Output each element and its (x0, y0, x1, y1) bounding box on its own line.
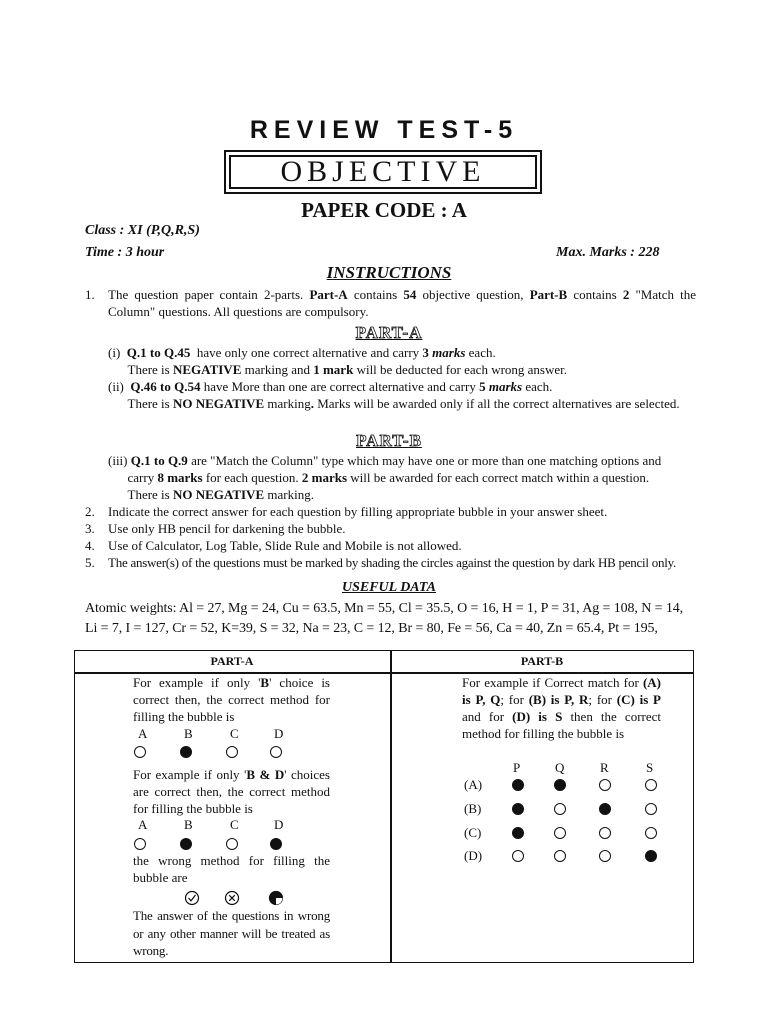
matrix-bubble (599, 803, 611, 815)
choice-label: B (184, 726, 193, 741)
matrix-bubble (645, 779, 657, 791)
bubble (270, 838, 282, 850)
part-a-heading: PART-A (355, 323, 423, 342)
matrix-bubble (554, 827, 566, 839)
cross-mark-icon (226, 892, 239, 905)
part-b-heading: PART-B (356, 431, 422, 450)
atomic-weights-line-2: Li = 7, I = 127, Cr = 52, K=39, S = 32, Na = 23, C = 12, Br = 80, Fe = 56, Ca = 40, Zn = 65.4, Pt = 195, (85, 621, 658, 636)
matrix-bubble (599, 850, 611, 862)
choice-label: D (274, 726, 284, 741)
instruction-3: Use only HB pencil for darkening the bubble. (108, 521, 346, 536)
instruction-1: The question paper contain 2-parts. Part-A contains 54 objective question, Part-B contains 2 "Match the Column" questions. All questions are compulsory. (108, 287, 697, 319)
time-info: Time : 3 hour (85, 245, 165, 260)
item-number-2: 2. (85, 504, 95, 519)
matrix-bubble (512, 779, 524, 791)
bubble (226, 746, 238, 758)
matrix-column-label: R (600, 760, 609, 775)
matrix-column-label: Q (555, 760, 565, 775)
bubble (226, 838, 238, 850)
part-a-example-2-text: For example if only 'B & D' choices are correct then, the correct method for filling the bubble is (133, 767, 330, 816)
bubble (180, 746, 192, 758)
part-a-rule-i: (i) Q.1 to Q.45 have only one correct alternative and carry 3 marks each. There is NEGATIVE marking and 1 mark will be deducted for each wrong answer. (108, 345, 568, 377)
matrix-bubble (554, 803, 566, 815)
bubble (134, 746, 146, 758)
wrong-answer-note: The answer of the questions in wrong or any other manner will be treated as wrong. (133, 908, 330, 958)
bubble (180, 838, 192, 850)
part-a-column-header: PART-A (210, 654, 254, 668)
part-a-example-1-text: For example if only 'B' choice is correct then, the correct method for filling the bubble is (133, 675, 330, 724)
useful-data-heading: USEFUL DATA (341, 580, 436, 595)
instruction-4: Use of Calculator, Log Table, Slide Rule and Mobile is not allowed. (108, 538, 462, 553)
instruction-2: Indicate the correct answer for each question by filling appropriate bubble in your answer sheet. (108, 504, 608, 519)
item-number-1: 1. (85, 287, 95, 302)
choice-label: A (138, 817, 148, 832)
matrix-bubble (512, 850, 524, 862)
matrix-row-label: (B) (464, 801, 482, 816)
matrix-bubble (512, 803, 524, 815)
bubble (270, 746, 282, 758)
choice-label: C (230, 726, 239, 741)
matrix-row-label: (D) (464, 848, 483, 863)
part-a-rule-ii-note: There is NO NEGATIVE marking. Marks will be awarded only if all the correct alternatives are selected. (108, 396, 680, 411)
part-b-rule-iii: (iii) Q.1 to Q.9 are "Match the Column" type which may have one or more than one matching options and carry 8 marks for each question. 2 marks will be awarded for each correct match within a question. There is NO NEGATIVE marking. (108, 453, 662, 502)
table-column-divider (390, 650, 392, 963)
part-b-example-text: For example if Correct match for (A) is P, Q; for (B) is P, R; for (C) is P and for (D) is S then the correct method for filling the bubble is (462, 675, 661, 741)
paper-code: PAPER CODE : A (301, 198, 467, 222)
matrix-bubble (554, 779, 566, 791)
matrix-row-label: (A) (464, 777, 483, 792)
matrix-column-label: S (646, 760, 654, 775)
matrix-bubble (599, 827, 611, 839)
item-number-3: 3. (85, 521, 95, 536)
choice-label: C (230, 817, 239, 832)
matrix-bubble (645, 850, 657, 862)
partial-fill-icon (270, 892, 283, 905)
matrix-row-label: (C) (464, 825, 482, 840)
matrix-bubble (645, 803, 657, 815)
matrix-bubble (645, 827, 657, 839)
max-marks: Max. Marks : 228 (556, 245, 660, 260)
wrong-method-marks (180, 889, 290, 907)
matrix-bubble (512, 827, 524, 839)
instruction-5: The answer(s) of the questions must be marked by shading the circles against the question by dark HB pencil only. (108, 555, 677, 570)
matrix-column-label: P (513, 760, 521, 775)
class-info: Class : XI (P,Q,R,S) (85, 223, 200, 238)
bubble (134, 838, 146, 850)
part-b-column-header: PART-B (520, 654, 564, 668)
test-title: REVIEW TEST-5 (249, 116, 519, 144)
objective-label: OBJECTIVE (229, 155, 537, 189)
choice-label: D (274, 817, 284, 832)
objective-box (224, 150, 542, 194)
item-number-4: 4. (85, 538, 95, 553)
check-mark-icon (186, 892, 199, 905)
part-a-rule-ii: (ii) Q.46 to Q.54 have More than one are correct alternative and carry 5 marks each. (108, 379, 553, 394)
atomic-weights-line-1: Atomic weights: Al = 27, Mg = 24, Cu = 63.5, Mn = 55, Cl = 35.5, O = 16, H = 1, P = 31, Ag = 108, N = 14, (85, 601, 684, 616)
choice-label: A (138, 726, 148, 741)
choice-label: B (184, 817, 193, 832)
matrix-bubble (599, 779, 611, 791)
matrix-bubble (554, 850, 566, 862)
instructions-heading: INSTRUCTIONS (326, 263, 452, 282)
wrong-method-text: the wrong method for filling the bubble are (133, 853, 330, 885)
item-number-5: 5. (85, 555, 95, 570)
